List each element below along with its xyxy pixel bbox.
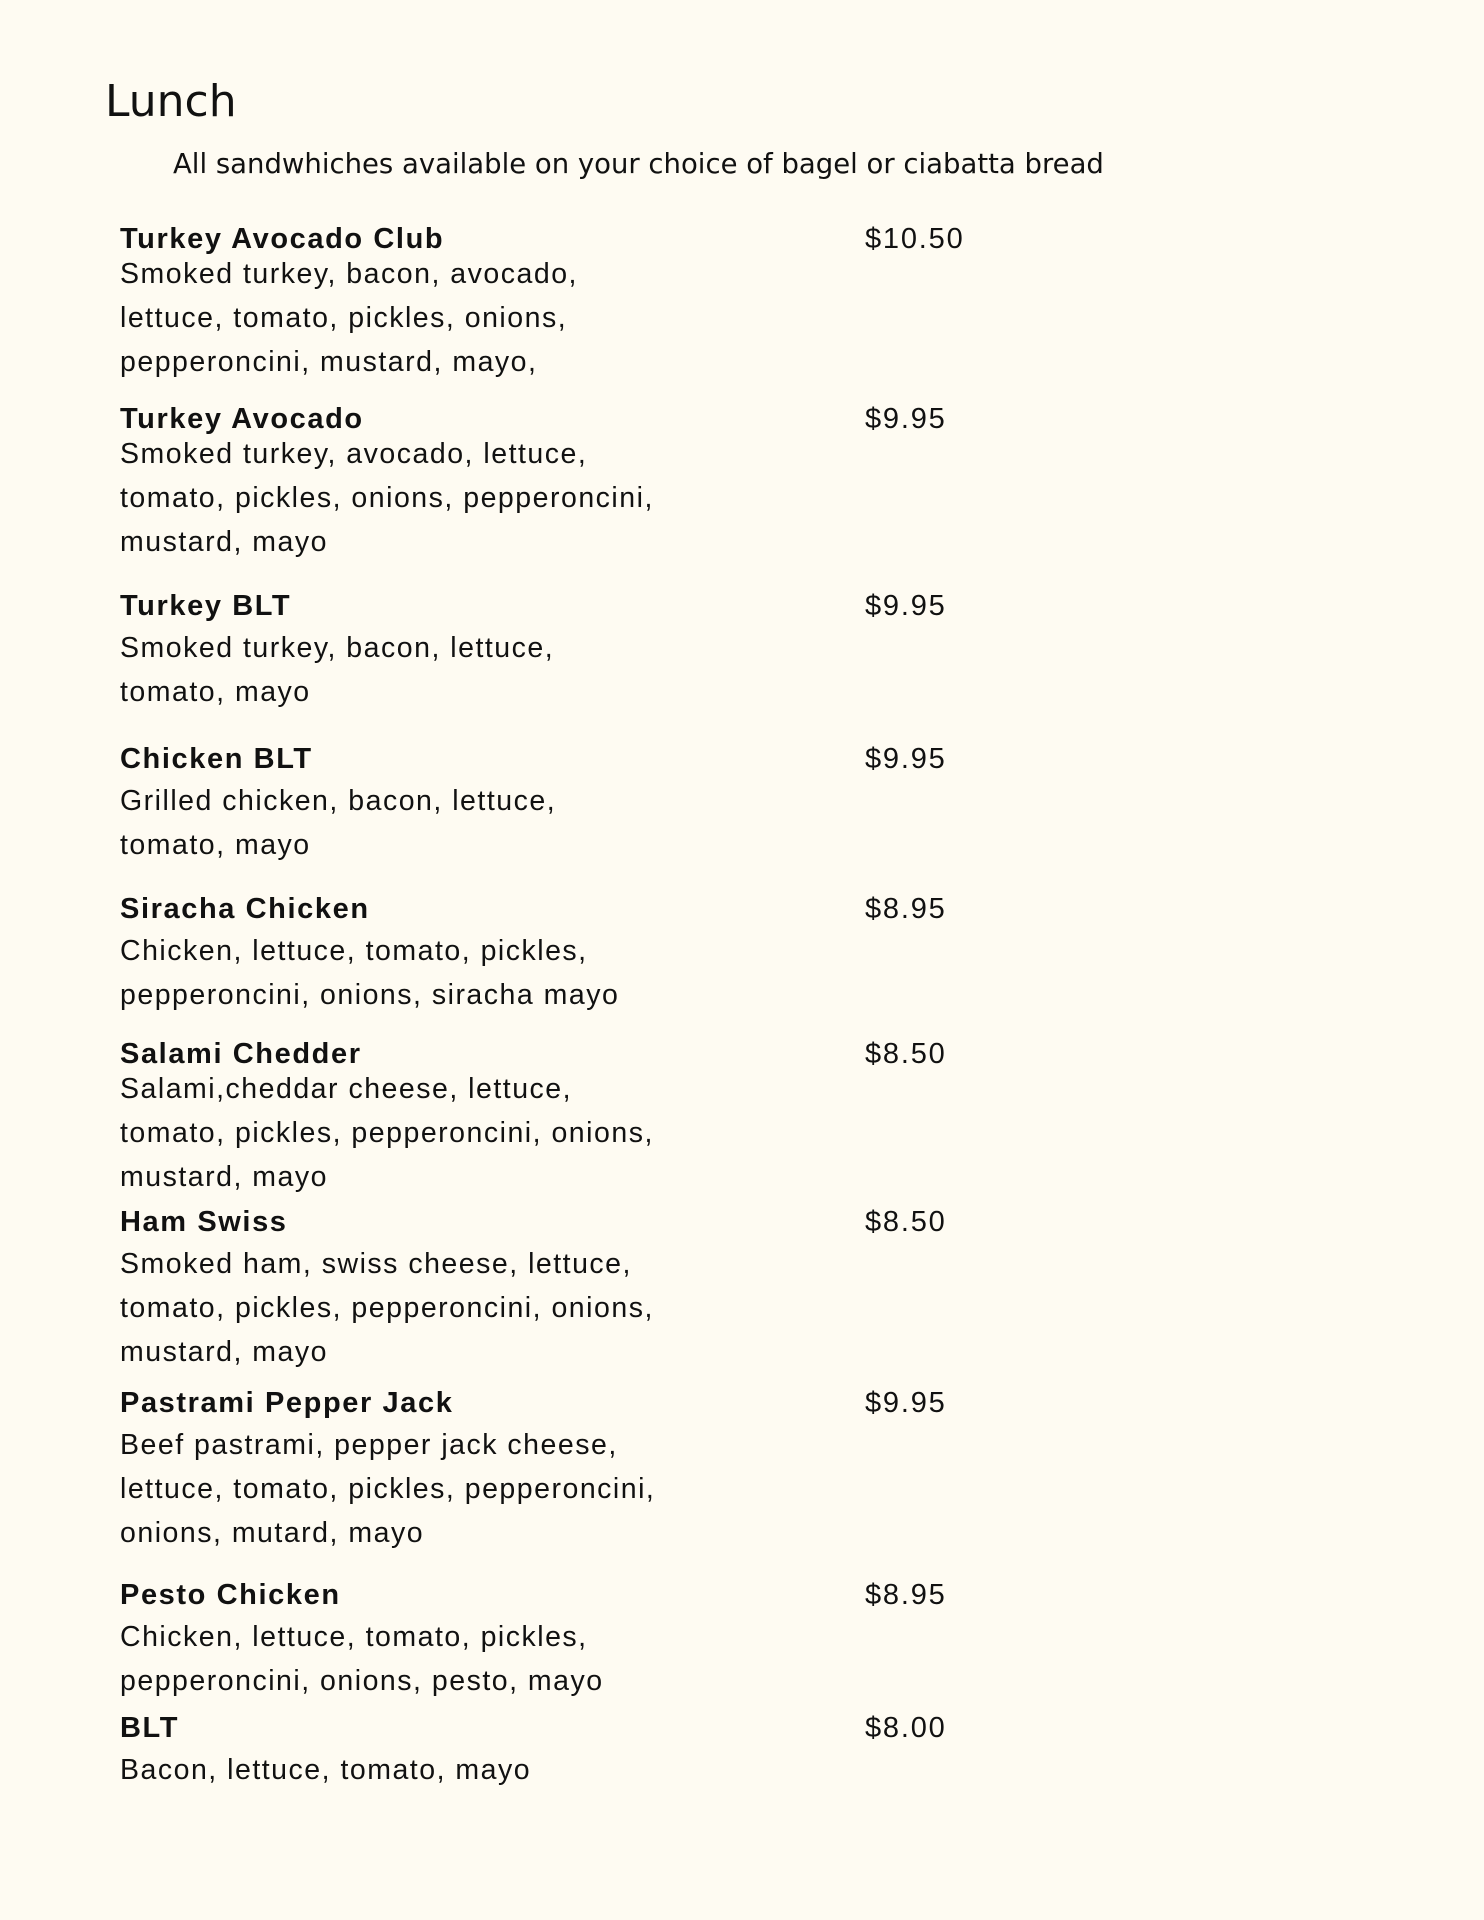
- menu-subtitle: All sandwhiches available on your choice of bagel or ciabatta bread: [173, 148, 1104, 180]
- description-line: pepperoncini, mustard, mayo,: [120, 346, 538, 378]
- description-line: onions, mutard, mayo: [120, 1517, 425, 1549]
- menu-item-siracha-chicken: [120, 892, 1000, 1017]
- item-name: Salami Chedder: [120, 1038, 362, 1070]
- description-line: pepperoncini, onions, siracha mayo: [120, 979, 620, 1011]
- description-line: mustard, mayo: [120, 526, 328, 558]
- item-price: $8.00: [865, 1712, 947, 1744]
- description-line: lettuce, tomato, pickles, pepperoncini,: [120, 1473, 656, 1505]
- description-line: pepperoncini, onions, pesto, mayo: [120, 1665, 604, 1697]
- description-line: Smoked turkey, bacon, avocado,: [120, 258, 578, 290]
- item-price: $10.50: [865, 223, 965, 255]
- menu-item-turkey-avocado: [120, 402, 1000, 564]
- description-line: Salami,cheddar cheese, lettuce,: [120, 1073, 573, 1105]
- item-description: [120, 626, 720, 714]
- item-price: $9.95: [865, 590, 947, 622]
- item-price: $8.50: [865, 1038, 947, 1070]
- item-price: $8.95: [865, 1579, 947, 1611]
- page-title: Lunch: [105, 76, 237, 127]
- description-line: Chicken, lettuce, tomato, pickles,: [120, 935, 588, 967]
- item-description: [120, 1748, 720, 1792]
- description-line: tomato, mayo: [120, 829, 311, 861]
- description-line: lettuce, tomato, pickles, onions,: [120, 302, 568, 334]
- item-price: $9.95: [865, 403, 947, 435]
- item-name: Chicken BLT: [120, 743, 313, 775]
- item-name: Pastrami Pepper Jack: [120, 1387, 454, 1419]
- description-line: mustard, mayo: [120, 1336, 328, 1368]
- item-price: $9.95: [865, 1387, 947, 1419]
- item-name: Turkey BLT: [120, 590, 292, 622]
- menu-item-pastrami-pepper-jack: [120, 1386, 1000, 1555]
- description-line: Smoked turkey, bacon, lettuce,: [120, 632, 555, 664]
- menu-item-turkey-blt: [120, 589, 1000, 714]
- item-description: [120, 432, 720, 564]
- menu-item-chicken-blt: [120, 742, 1000, 867]
- menu-item-ham-swiss: [120, 1205, 1000, 1374]
- menu-item-blt: [120, 1711, 1000, 1792]
- menu-item-salami-chedder: [120, 1037, 1000, 1199]
- item-description: [120, 929, 720, 1017]
- description-line: mustard, mayo: [120, 1161, 328, 1193]
- item-description: [120, 779, 720, 867]
- description-line: Grilled chicken, bacon, lettuce,: [120, 785, 557, 817]
- item-price: $8.50: [865, 1206, 947, 1238]
- item-price: $9.95: [865, 743, 947, 775]
- item-description: [120, 252, 720, 384]
- item-description: [120, 1423, 720, 1555]
- item-name: BLT: [120, 1712, 180, 1744]
- description-line: Bacon, lettuce, tomato, mayo: [120, 1754, 532, 1786]
- item-description: [120, 1067, 720, 1199]
- description-line: tomato, pickles, pepperoncini, onions,: [120, 1117, 654, 1149]
- item-name: Ham Swiss: [120, 1206, 288, 1238]
- description-line: Chicken, lettuce, tomato, pickles,: [120, 1621, 588, 1653]
- description-line: tomato, pickles, onions, pepperoncini,: [120, 482, 654, 514]
- item-price: $8.95: [865, 893, 947, 925]
- item-description: [120, 1242, 720, 1374]
- menu-item-pesto-chicken: [120, 1578, 1000, 1703]
- description-line: tomato, mayo: [120, 676, 311, 708]
- item-name: Turkey Avocado Club: [120, 223, 445, 255]
- item-name: Siracha Chicken: [120, 893, 370, 925]
- description-line: Beef pastrami, pepper jack cheese,: [120, 1429, 618, 1461]
- menu-item-turkey-avocado-club: [120, 222, 1000, 384]
- description-line: Smoked ham, swiss cheese, lettuce,: [120, 1248, 632, 1280]
- description-line: tomato, pickles, pepperoncini, onions,: [120, 1292, 654, 1324]
- item-name: Pesto Chicken: [120, 1579, 341, 1611]
- description-line: Smoked turkey, avocado, lettuce,: [120, 438, 588, 470]
- item-name: Turkey Avocado: [120, 403, 364, 435]
- item-description: [120, 1615, 720, 1703]
